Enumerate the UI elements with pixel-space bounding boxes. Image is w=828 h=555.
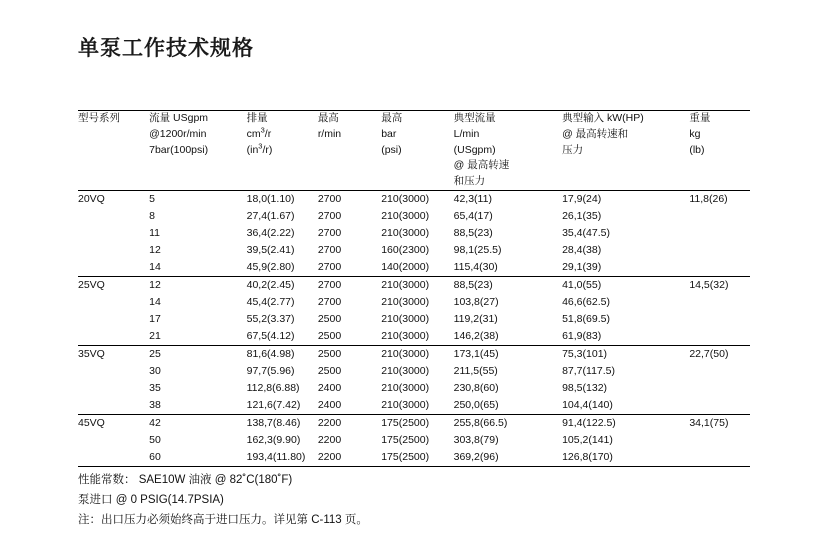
page-title: 单泵工作技术规格 [78,37,254,60]
table-row [78,208,750,225]
cell-displacement: 36,4(2.22) [246,226,295,239]
cell-max-bar: 210(3000) [381,398,430,411]
cell-max-rpm: 2400 [317,398,342,411]
cell-typical-input: 17,9(24) [562,192,602,205]
cell-max-rpm: 2700 [317,209,342,222]
cell-typical-flow: 65,4(17) [453,209,493,222]
table-row [78,380,750,397]
cell-max-bar: 210(3000) [381,278,430,291]
cell-typical-input: 61,9(83) [562,329,602,342]
cell-typical-flow: 250,0(65) [453,398,499,411]
cell-typical-input: 105,2(141) [562,433,613,446]
cell-typical-input: 91,4(122.5) [562,416,616,429]
cell-typical-flow: 119,2(31) [453,312,498,325]
cell-typical-input: 28,4(38) [562,243,602,256]
table-row [78,225,750,242]
column-header-typical-input [562,111,689,191]
cell-typical-input: 98,5(132) [562,381,608,394]
table-row [78,276,750,294]
cell-displacement: 121,6(7.42) [246,398,301,411]
cell-typical-flow: 211,5(55) [453,364,498,377]
cell-typical-input: 29,1(39) [562,260,602,273]
cell-typical-input: 87,7(117.5) [562,364,616,377]
table-row [78,259,750,277]
cell-flow: 21 [149,329,161,342]
table-group-20vq [78,190,750,276]
cell-typical-flow: 103,8(27) [453,295,499,308]
cell-displacement: 45,9(2.80) [246,260,295,273]
cell-series [78,242,149,259]
cell-typical-input: 46,6(62.5) [562,295,610,308]
cell-flow: 5 [149,192,155,205]
cell-max-rpm: 2200 [317,416,342,429]
cell-max-bar: 140(2000) [381,260,430,273]
cell-typical-input: 41,0(55) [562,278,602,291]
cell-max-bar: 210(3000) [381,209,430,222]
table-row [78,414,750,432]
cell-flow: 12 [149,278,161,291]
table-row [78,190,750,208]
column-header-typical-flow-line1: 典型流量 [453,112,496,124]
cell-max-rpm: 2700 [317,243,342,256]
cell-max-bar: 175(2500) [381,416,430,429]
cell-typical-flow: 42,3(11) [453,192,492,205]
cell-series: 20VQ [78,192,105,205]
cell-max-rpm: 2700 [317,295,342,308]
cell-flow: 25 [149,347,161,360]
column-header-weight-line1: 重量 [689,112,711,124]
column-header-series [78,111,149,191]
table-row [78,432,750,449]
cell-displacement: 27,4(1.67) [246,209,295,222]
cell-weight: 14,5(32) [689,278,729,291]
cell-displacement: 55,2(3.37) [246,312,295,325]
cell-series [78,294,149,311]
column-header-displacement-imperial-end: /r) [262,143,273,156]
cell-flow: 17 [149,312,161,325]
column-header-typical-flow-line3: (USgpm) [453,143,496,156]
cell-series [78,432,149,449]
cell-typical-flow: 303,8(79) [453,433,499,446]
cell-flow: 60 [149,450,161,463]
cell-typical-input: 104,4(140) [562,398,613,411]
cell-typical-flow: 88,5(23) [453,278,493,291]
cell-series: 35VQ [78,347,105,360]
cell-typical-input: 35,4(47.5) [562,226,610,239]
table-row [78,449,750,467]
footnote-performance-constants: 性能常数： SAE10W 油液 @ 82˚C(180˚F) [78,474,293,486]
table-group-45vq [78,414,750,466]
column-header-max-bar-line3: (psi) [381,143,402,156]
cell-typical-input: 26,1(35) [562,209,602,222]
cell-max-rpm: 2700 [317,226,342,239]
cell-series: 45VQ [78,416,105,429]
column-header-max-bar-line1: 最高 [381,112,403,124]
cell-max-rpm: 2400 [317,381,342,394]
cell-typical-flow: 369,2(96) [453,450,499,463]
cell-displacement: 40,2(2.45) [246,278,295,291]
cell-series [78,328,149,346]
column-header-typical-flow-line2: L/min [453,127,480,140]
displacement-exponent-2: 3 [258,141,263,150]
cell-weight: 11,8(26) [689,192,728,205]
cell-typical-flow: 98,1(25.5) [453,243,502,256]
column-header-max-rpm-line2: r/min [317,127,342,140]
column-header-typical-flow [454,111,562,191]
cell-typical-flow: 230,8(60) [453,381,499,394]
cell-displacement: 45,4(2.77) [246,295,295,308]
cell-series [78,259,149,277]
column-header-displacement-unit: cm [246,127,261,140]
cell-max-bar: 210(3000) [381,329,430,342]
cell-series: 25VQ [78,278,105,291]
cell-series [78,397,149,415]
table-row [78,397,750,415]
cell-max-bar: 210(3000) [381,347,430,360]
cell-displacement: 39,5(2.41) [246,243,295,256]
cell-flow: 50 [149,433,161,446]
column-header-displacement [247,111,318,191]
cell-max-rpm: 2500 [317,329,342,342]
cell-typical-input: 51,8(69.5) [562,312,610,325]
cell-series [78,449,149,467]
cell-displacement: 162,3(9.90) [246,433,301,446]
cell-series [78,311,149,328]
cell-max-bar: 175(2500) [381,433,430,446]
cell-displacement: 97,7(5.96) [246,364,295,377]
cell-typical-flow: 88,5(23) [453,226,493,239]
cell-weight: 34,1(75) [689,416,729,429]
cell-typical-flow: 115,4(30) [453,260,498,273]
cell-max-rpm: 2500 [317,364,342,377]
column-header-displacement-line1: 排量 [246,112,268,124]
column-header-displacement-imperial-open: (in [246,143,259,156]
column-header-typical-flow-line5: 和压力 [453,175,486,187]
cell-max-bar: 210(3000) [381,192,430,205]
cell-flow: 42 [149,416,161,429]
column-header-typical-input-line2: @ 最高转速和 [562,127,629,140]
table-row [78,242,750,259]
spec-table-container [78,110,750,467]
column-header-max-bar-line2: bar [381,127,397,140]
column-header-series-label: 型号系列 [78,112,120,124]
cell-displacement: 112,8(6.88) [246,381,300,394]
column-header-flow [149,111,247,191]
column-header-max-rpm [318,111,381,191]
cell-max-rpm: 2700 [317,278,342,291]
cell-max-bar: 210(3000) [381,381,430,394]
cell-max-bar: 210(3000) [381,312,430,325]
pump-spec-table [78,110,750,467]
column-header-weight [689,111,750,191]
cell-series [78,380,149,397]
footnote-pressure-note: 注：出口压力必须始终高于进口压力。详见第 C-113 页。 [78,514,368,527]
cell-series [78,225,149,242]
column-header-max-bar [381,111,453,191]
column-header-weight-line2: kg [689,127,701,140]
table-group-35vq [78,345,750,414]
table-row [78,328,750,346]
cell-max-rpm: 2200 [317,450,342,463]
cell-flow: 14 [149,260,161,273]
cell-typical-flow: 255,8(66.5) [453,416,508,429]
column-header-displacement-unit-end: /r [264,127,272,140]
cell-typical-flow: 173,1(45) [453,347,499,360]
displacement-exponent-1: 3 [260,125,265,135]
table-footer-rule [78,466,750,467]
cell-typical-input: 75,3(101) [562,347,608,360]
cell-displacement: 193,4(11.80) [246,450,306,463]
column-header-flow-line1: 流量 USgpm [149,112,209,124]
cell-series [78,208,149,225]
cell-weight: 22,7(50) [689,347,729,360]
cell-flow: 30 [149,364,161,377]
footnote-pump-inlet: 泵进口 @ 0 PSIG(14.7PSIA) [78,494,224,507]
cell-typical-flow: 146,2(38) [453,329,499,342]
cell-max-bar: 210(3000) [381,295,430,308]
column-header-typical-input-line3: 压力 [562,143,584,156]
cell-max-rpm: 2500 [317,347,342,360]
cell-max-bar: 210(3000) [381,226,430,239]
table-row [78,311,750,328]
cell-max-rpm: 2200 [317,433,342,446]
column-header-flow-line3: 7bar(100psi) [149,143,209,156]
cell-displacement: 138,7(8.46) [246,416,301,429]
table-row [78,294,750,311]
cell-max-bar: 160(2300) [381,243,430,256]
cell-displacement: 18,0(1.10) [246,192,295,205]
cell-flow: 8 [149,209,155,222]
cell-series [78,363,149,380]
table-header [78,111,750,191]
cell-flow: 35 [149,381,161,394]
table-row [78,363,750,380]
cell-flow: 14 [149,295,161,308]
column-header-flow-line2: @1200r/min [149,127,207,140]
column-header-typical-input-line1: 典型输入 kW(HP) [562,112,644,124]
cell-max-bar: 210(3000) [381,364,430,377]
cell-max-rpm: 2700 [317,260,342,273]
column-header-max-rpm-line1: 最高 [317,112,339,124]
column-header-weight-line3: (lb) [689,143,705,156]
cell-displacement: 81,6(4.98) [246,347,295,360]
table-group-25vq [78,276,750,345]
cell-flow: 11 [149,226,161,239]
cell-displacement: 67,5(4.12) [246,329,295,342]
cell-flow: 38 [149,398,161,411]
footnotes [78,470,368,530]
column-header-typical-flow-line4: @ 最高转速 [453,159,510,172]
cell-max-bar: 175(2500) [381,450,430,463]
cell-max-rpm: 2700 [317,192,342,205]
cell-typical-input: 126,8(170) [562,450,613,463]
cell-max-rpm: 2500 [317,312,342,325]
cell-flow: 12 [149,243,161,256]
table-row [78,345,750,363]
bottom-rule [78,466,750,467]
